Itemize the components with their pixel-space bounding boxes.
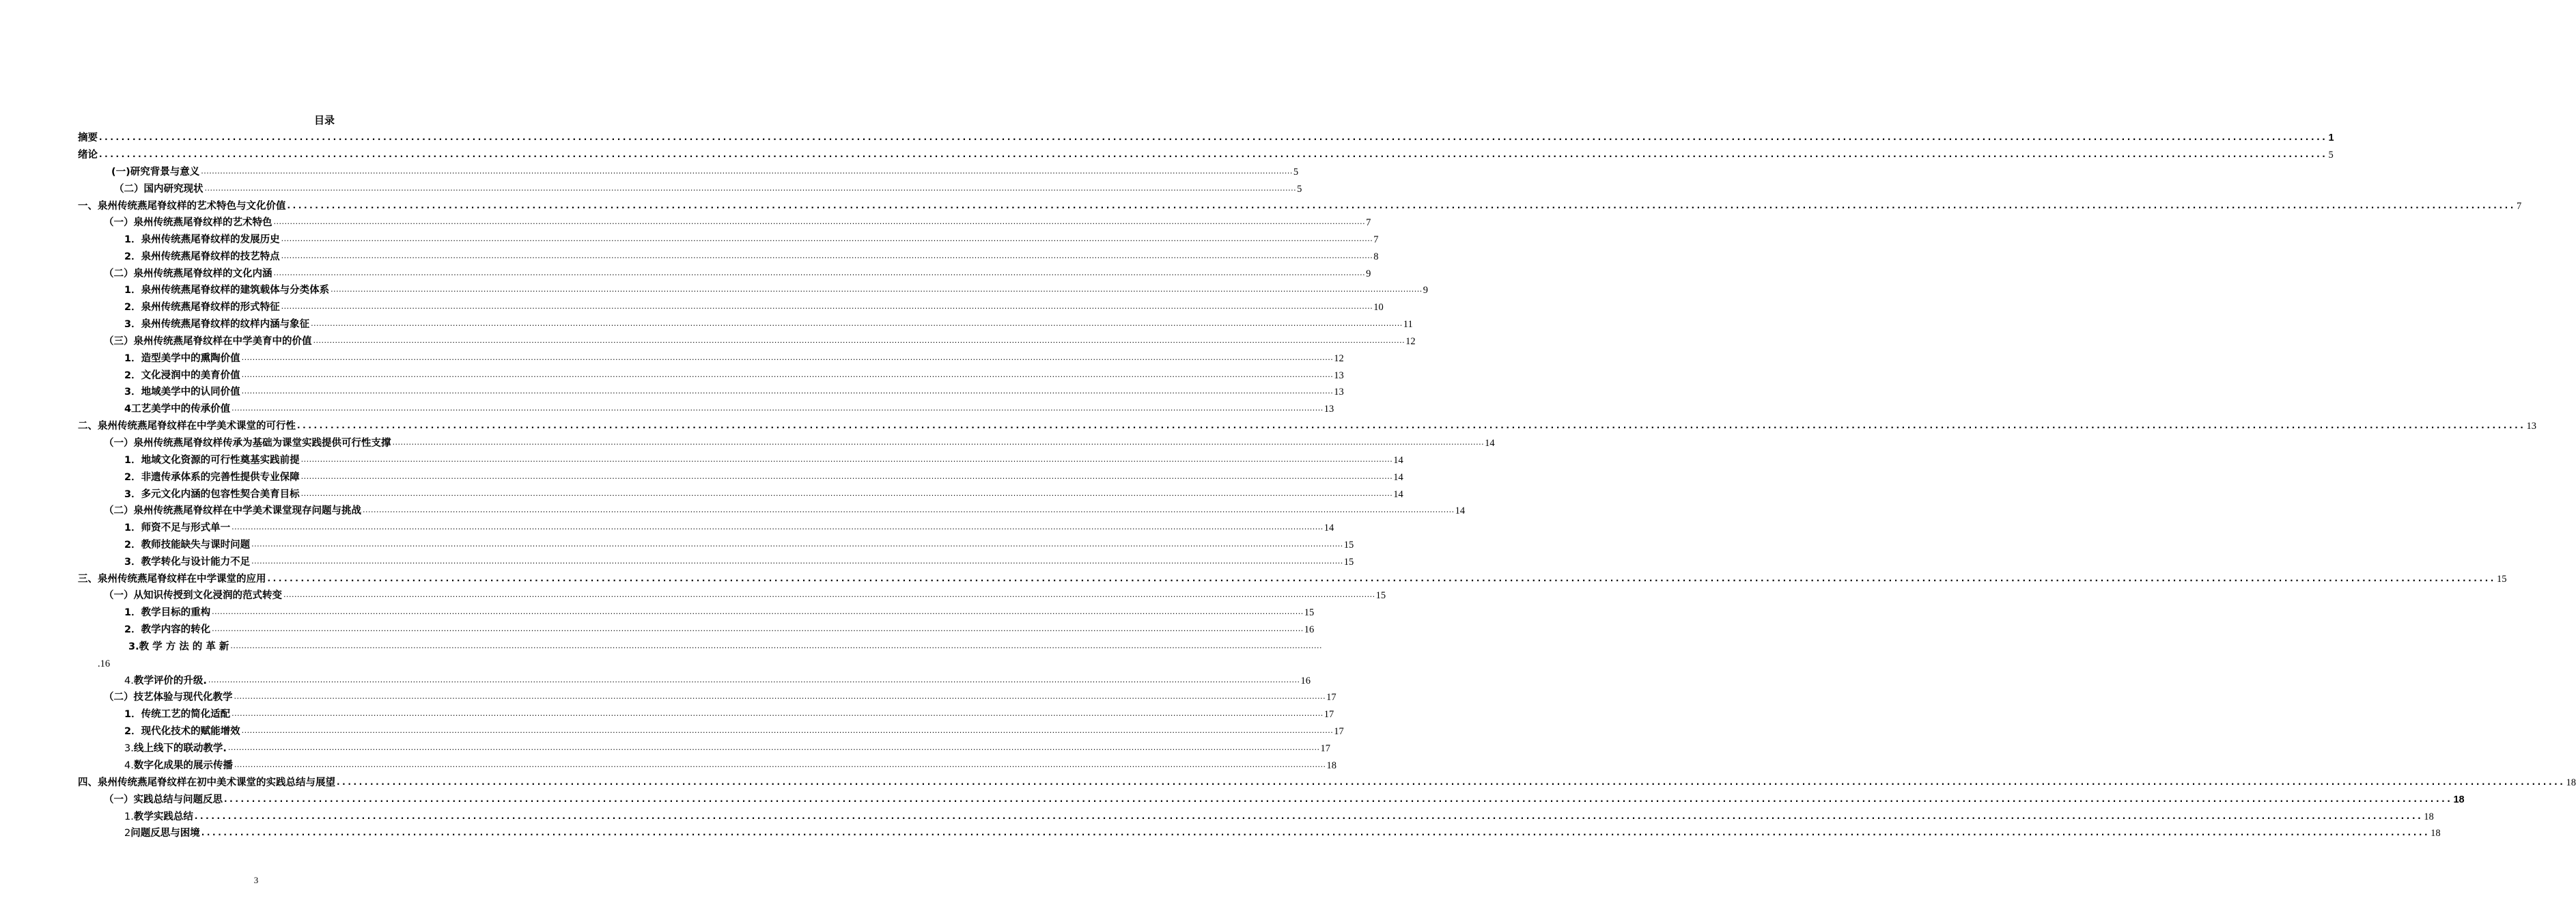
toc-entry-label: 泉州传统燕尾脊纹样的艺术特色与文化价值	[98, 201, 286, 212]
toc-entry[interactable]	[124, 810, 2434, 824]
toc-entry[interactable]	[104, 589, 1386, 602]
toc-entry-page: 5	[1293, 167, 1299, 178]
toc-entry[interactable]	[124, 454, 1403, 467]
toc-entry-page: 15	[1304, 607, 1315, 618]
toc-entry-label: 泉州传统燕尾脊纹样的建筑载体与分类体系	[141, 285, 330, 296]
toc-entry-number: 3．	[124, 319, 141, 330]
page-footer-number: 3	[253, 875, 259, 885]
toc-entry-number: 3．	[124, 387, 141, 398]
toc-entry-number: 2．	[124, 624, 141, 635]
toc-entry-number: 3.	[128, 641, 139, 652]
toc-entry-label: 绪论	[78, 150, 98, 161]
toc-entry[interactable]	[104, 216, 1371, 230]
toc-entry-number: （二）	[104, 505, 134, 516]
toc-entry[interactable]	[124, 471, 1403, 484]
toc-dot-leader: ................................................................................................................................................................................................................................................................................................................................................................................................................	[230, 641, 1323, 650]
toc-entry-label: 教学目标的重构	[141, 607, 211, 618]
toc-dot-leader: ................................................................................................................................................................................................................................................................................................................................................................................................................	[251, 540, 1343, 548]
toc-dot-leader: ................................................................................................................................................................................................................................................................................................................................................................................................................	[232, 404, 1324, 413]
toc-dot-leader: ................................................................................................................................................................................................................................................................................................................................................................................................................	[297, 421, 2526, 430]
toc-entry-label: 传统工艺的简化适配	[141, 709, 231, 720]
toc-dot-leader: ................................................................................................................................................................................................................................................................................................................................................................................................................	[204, 184, 1297, 193]
toc-entry-label: 泉州传统燕尾脊纹样在中学美术课堂现存问题与挑战	[133, 505, 361, 516]
toc-entry-page: 14	[1393, 489, 1403, 500]
toc-entry-page: 7	[1366, 217, 1371, 228]
toc-dot-leader: ................................................................................................................................................................................................................................................................................................................................................................................................................	[337, 777, 2566, 787]
toc-entry[interactable]	[124, 352, 1344, 365]
toc-entry-number: （一）	[104, 438, 134, 449]
toc-dot-leader: ................................................................................................................................................................................................................................................................................................................................................................................................................	[227, 743, 1320, 752]
toc-title: 目录	[313, 114, 335, 126]
toc-dot-leader: ................................................................................................................................................................................................................................................................................................................................................................................................................	[241, 353, 1334, 362]
toc-entry[interactable]	[124, 488, 1403, 501]
toc-entry[interactable]	[78, 572, 2507, 586]
toc-dot-leader: ................................................................................................................................................................................................................................................................................................................................................................................................................	[300, 455, 1393, 464]
toc-entry-page: 5	[1297, 184, 1302, 195]
toc-entry-page: 11	[1403, 319, 1413, 330]
toc-entry[interactable]	[124, 369, 1344, 382]
toc-entry-label: 文化浸润中的美育价值	[141, 370, 240, 381]
toc-entry-page: 16	[1300, 676, 1311, 686]
toc-entry-page: 7	[2516, 201, 2522, 212]
toc-entry-label: 地域文化资源的可行性奠基实践前提	[141, 455, 300, 466]
toc-entry[interactable]	[104, 793, 2465, 807]
toc-wrapped-page-number: .16	[98, 658, 111, 669]
toc-entry-label: 现代化技术的赋能增效	[141, 726, 240, 737]
toc-entry-number: 3.	[124, 743, 134, 754]
toc-dot-leader: ................................................................................................................................................................................................................................................................................................................................................................................................................	[241, 726, 1334, 735]
toc-entry-page: 1	[2328, 133, 2334, 143]
toc-entry-label: 泉州传统燕尾脊纹样在中学美术课堂的可行性	[98, 421, 296, 432]
toc-entry-page: 16	[1304, 624, 1315, 635]
toc-dot-leader: ................................................................................................................................................................................................................................................................................................................................................................................................................	[287, 201, 2516, 210]
toc-entry-label: 工艺美学中的传承价值	[131, 404, 231, 415]
toc-entry-number: 三、	[78, 574, 98, 585]
toc-entry[interactable]	[124, 301, 1384, 314]
toc-entry-page: 15	[1343, 540, 1354, 551]
toc-dot-leader: ................................................................................................................................................................................................................................................................................................................................................................................................................	[241, 370, 1334, 379]
toc-entry-number: 2．	[124, 726, 141, 737]
toc-dot-leader: ................................................................................................................................................................................................................................................................................................................................................................................................................	[311, 319, 1403, 328]
toc-entry-label: (一)研究背景与意义	[111, 167, 200, 178]
toc-entry-number: 2．	[124, 540, 141, 551]
toc-entry-number: 1．	[124, 353, 141, 364]
toc-entry-label: 泉州传统燕尾脊纹样的文化内涵	[133, 268, 272, 279]
toc-entry-label: 教 学 方 法 的 革 新	[139, 641, 229, 652]
toc-entry[interactable]	[111, 165, 1299, 179]
toc-entry[interactable]	[124, 283, 1428, 297]
toc-entry-page: 18	[2566, 777, 2576, 788]
toc-dot-leader: ................................................................................................................................................................................................................................................................................................................................................................................................................	[194, 811, 2424, 821]
toc-entry-page: 17	[1320, 743, 1330, 754]
toc-entry-number: 四、	[78, 777, 98, 788]
toc-dot-leader: ................................................................................................................................................................................................................................................................................................................................................................................................................	[363, 505, 1455, 514]
toc-dot-leader: ................................................................................................................................................................................................................................................................................................................................................................................................................	[281, 234, 1373, 243]
toc-entry-page: 13	[1334, 387, 1344, 398]
toc-entry-page: 9	[1366, 268, 1371, 279]
toc-entry[interactable]	[124, 759, 1336, 773]
toc-entry-label: 泉州传统燕尾脊纹样的形式特征	[141, 302, 280, 313]
toc-entry-page: 17	[1324, 709, 1334, 720]
toc-dot-leader: ................................................................................................................................................................................................................................................................................................................................................................................................................	[212, 607, 1304, 616]
toc-entry-label: 泉州传统燕尾脊纹样的艺术特色	[133, 217, 272, 228]
toc-dot-leader: ................................................................................................................................................................................................................................................................................................................................................................................................................	[212, 624, 1304, 633]
toc-entry[interactable]	[124, 555, 1354, 569]
toc-entry-number: 1．	[124, 523, 141, 533]
toc-dot-leader: ................................................................................................................................................................................................................................................................................................................................................................................................................	[241, 387, 1334, 395]
toc-entry-label: 泉州传统燕尾脊纹样的发展历史	[141, 234, 280, 245]
toc-dot-leader: ................................................................................................................................................................................................................................................................................................................................................................................................................	[251, 557, 1343, 566]
toc-entry[interactable]	[124, 725, 1344, 738]
toc-entry[interactable]	[78, 131, 2334, 145]
toc-dot-leader: ................................................................................................................................................................................................................................................................................................................................................................................................................	[281, 302, 1373, 311]
toc-dot-leader: ................................................................................................................................................................................................................................................................................................................................................................................................................	[201, 167, 1293, 176]
toc-entry-page: 15	[1375, 590, 1386, 601]
toc-dot-leader: ................................................................................................................................................................................................................................................................................................................................................................................................................	[313, 336, 1405, 345]
toc-dot-leader: ................................................................................................................................................................................................................................................................................................................................................................................................................	[331, 285, 1423, 294]
toc-entry[interactable]	[124, 742, 1330, 755]
toc-entry-label: 技艺体验与现代化教学	[133, 692, 233, 703]
toc-entry-label: 教学评价的升级.	[133, 676, 207, 686]
toc-dot-leader: ................................................................................................................................................................................................................................................................................................................................................................................................................	[201, 828, 2431, 837]
toc-entry-number: 2．	[124, 251, 141, 262]
toc-entry-number: 2．	[124, 472, 141, 483]
toc-entry-label: 数字化成果的展示传播	[133, 760, 233, 771]
toc-entry[interactable]	[104, 691, 1336, 704]
toc-entry[interactable]	[124, 233, 1379, 247]
toc-dot-leader: ................................................................................................................................................................................................................................................................................................................................................................................................................	[99, 150, 2328, 159]
toc-entry-label: 教师技能缺失与课时问题	[141, 540, 251, 551]
toc-entry-number: 3．	[124, 489, 141, 500]
toc-entry-label: 泉州传统燕尾脊纹样在初中美术课堂的实践总结与展望	[98, 777, 335, 788]
toc-entry-page: 13	[1324, 404, 1334, 415]
toc-entry-page: 18	[1326, 760, 1336, 771]
toc-entry-number: （二）	[104, 268, 134, 279]
toc-entry-label: 泉州传统燕尾脊纹样在中学美育中的价值	[133, 336, 312, 347]
toc-entry[interactable]	[128, 640, 1323, 654]
toc-dot-leader: ................................................................................................................................................................................................................................................................................................................................................................................................................	[392, 438, 1485, 447]
toc-entry-label: 线上线下的联动教学.	[133, 743, 227, 754]
toc-entry[interactable]	[124, 674, 1311, 688]
toc-entry[interactable]	[104, 335, 1416, 348]
toc-entry-label: 泉州传统燕尾脊纹样在中学课堂的应用	[98, 574, 266, 585]
toc-entry-label: 从知识传授到文化浸润的范式转变	[133, 590, 282, 601]
toc-dot-leader: ................................................................................................................................................................................................................................................................................................................................................................................................................	[232, 709, 1324, 718]
toc-entry[interactable]	[124, 521, 1334, 535]
toc-dot-leader: ................................................................................................................................................................................................................................................................................................................................................................................................................	[300, 472, 1393, 481]
toc-entry[interactable]	[78, 776, 2576, 790]
toc-entry-page: 18	[2453, 794, 2465, 805]
toc-entry[interactable]	[104, 504, 1466, 518]
toc-dot-leader: ................................................................................................................................................................................................................................................................................................................................................................................................................	[283, 590, 1375, 599]
toc-entry-number: （一）	[104, 590, 134, 601]
toc-entry[interactable]	[124, 385, 1344, 399]
toc-entry-page: 15	[2496, 574, 2507, 585]
toc-entry-label: （二）国内研究现状	[114, 184, 204, 195]
toc-entry-label: 师资不足与形式单一	[141, 523, 231, 533]
toc-entry-page: 10	[1373, 302, 1384, 313]
toc-entry-number: 1．	[124, 607, 141, 618]
toc-entry-label: 造型美学中的熏陶价值	[141, 353, 240, 364]
toc-entry-number: 3．	[124, 557, 141, 568]
toc-entry-page: 18	[2431, 828, 2441, 839]
toc-entry-page: 5	[2328, 150, 2334, 161]
toc-entry-page: 9	[1423, 285, 1428, 296]
toc-entry-page: 7	[1373, 234, 1379, 245]
toc-entry-number: 1．	[124, 709, 141, 720]
toc-entry-page: 14	[1393, 472, 1403, 483]
toc-dot-leader: ................................................................................................................................................................................................................................................................................................................................................................................................................	[273, 217, 1366, 226]
toc-entry[interactable]	[78, 419, 2536, 433]
toc-entry[interactable]	[124, 538, 1354, 552]
toc-entry[interactable]	[124, 623, 1315, 637]
toc-entry-page: 8	[1373, 251, 1379, 262]
toc-entry-page: 13	[2526, 421, 2536, 432]
toc-dot-leader: ................................................................................................................................................................................................................................................................................................................................................................................................................	[208, 676, 1300, 684]
toc-entry-page: 14	[1485, 438, 1495, 449]
toc-entry-number: 2．	[124, 302, 141, 313]
toc-entry-number: 1．	[124, 234, 141, 245]
toc-entry[interactable]	[124, 708, 1334, 721]
toc-entry[interactable]	[78, 148, 2334, 162]
toc-entry-page: 18	[2424, 811, 2434, 822]
toc-entry[interactable]	[124, 318, 1413, 331]
toc-dot-leader: ................................................................................................................................................................................................................................................................................................................................................................................................................	[224, 794, 2453, 804]
toc-dot-leader: ................................................................................................................................................................................................................................................................................................................................................................................................................	[267, 574, 2496, 583]
toc-entry-page: 12	[1405, 336, 1416, 347]
toc-entry-number: （三）	[104, 336, 134, 347]
toc-entry-label: 多元文化内涵的包容性契合美育目标	[141, 489, 300, 500]
toc-dot-leader: ................................................................................................................................................................................................................................................................................................................................................................................................................	[281, 251, 1373, 260]
toc-entry-page: 15	[1343, 557, 1354, 568]
toc-entry-page: 14	[1393, 455, 1403, 466]
toc-dot-leader: ................................................................................................................................................................................................................................................................................................................................................................................................................	[232, 523, 1324, 531]
toc-entry-number: （二）	[104, 692, 134, 703]
toc-entry-page: 13	[1334, 370, 1344, 381]
toc-entry-label: 泉州传统燕尾脊纹样的纹样内涵与象征	[141, 319, 310, 330]
toc-entry-number: 1．	[124, 455, 141, 466]
toc-entry-label: 摘要	[78, 133, 98, 143]
toc-entry-label: 泉州传统燕尾脊纹样传承为基础为课堂实践提供可行性支撑	[133, 438, 391, 449]
toc-entry[interactable]	[78, 199, 2522, 213]
toc-entry-page: 12	[1334, 353, 1344, 364]
toc-entry-page: 17	[1334, 726, 1344, 737]
toc-entry[interactable]	[124, 250, 1379, 264]
toc-entry-number: 二、	[78, 421, 98, 432]
toc-entry-label: 问题反思与困境	[130, 828, 200, 839]
toc-entry-label: 教学实践总结	[133, 811, 193, 822]
toc-dot-leader: ................................................................................................................................................................................................................................................................................................................................................................................................................	[234, 760, 1326, 769]
toc-entry-page: 14	[1455, 505, 1466, 516]
toc-entry-label: 泉州传统燕尾脊纹样的技艺特点	[141, 251, 280, 262]
toc-entry-number: 2	[124, 828, 131, 839]
toc-entry-number: 一、	[78, 201, 98, 212]
toc-entry-number: 4.	[124, 676, 134, 686]
toc-entry-number: 2．	[124, 370, 141, 381]
toc-entry[interactable]	[124, 402, 1334, 416]
toc-entry-number: 4	[124, 404, 132, 415]
toc-entry-label: 地域美学中的认同价值	[141, 387, 240, 398]
toc-dot-leader: ................................................................................................................................................................................................................................................................................................................................................................................................................	[99, 133, 2328, 142]
toc-entry-number: （一）	[104, 217, 134, 228]
toc-entry-page: 14	[1324, 523, 1334, 533]
toc-dot-leader: ................................................................................................................................................................................................................................................................................................................................................................................................................	[273, 268, 1366, 277]
toc-entry[interactable]	[104, 436, 1495, 450]
toc-entry-label: （一）实践总结与问题反思	[104, 794, 223, 805]
toc-entry[interactable]	[124, 606, 1315, 620]
toc-entry[interactable]	[124, 826, 2441, 840]
toc-entry-label: 教学转化与设计能力不足	[141, 557, 251, 568]
toc-entry[interactable]	[114, 182, 1302, 196]
toc-dot-leader: ................................................................................................................................................................................................................................................................................................................................................................................................................	[234, 692, 1326, 701]
toc-entry-number: 1．	[124, 285, 141, 296]
toc-entry-label: 教学内容的转化	[141, 624, 211, 635]
toc-entry-label: 非遗传承体系的完善性提供专业保障	[141, 472, 300, 483]
toc-entry-page: 17	[1326, 692, 1336, 703]
toc-entry-number: 4.	[124, 760, 134, 771]
toc-entry-number: 1.	[124, 811, 134, 822]
toc-dot-leader: ................................................................................................................................................................................................................................................................................................................................................................................................................	[300, 489, 1393, 498]
toc-entry[interactable]	[104, 267, 1371, 281]
